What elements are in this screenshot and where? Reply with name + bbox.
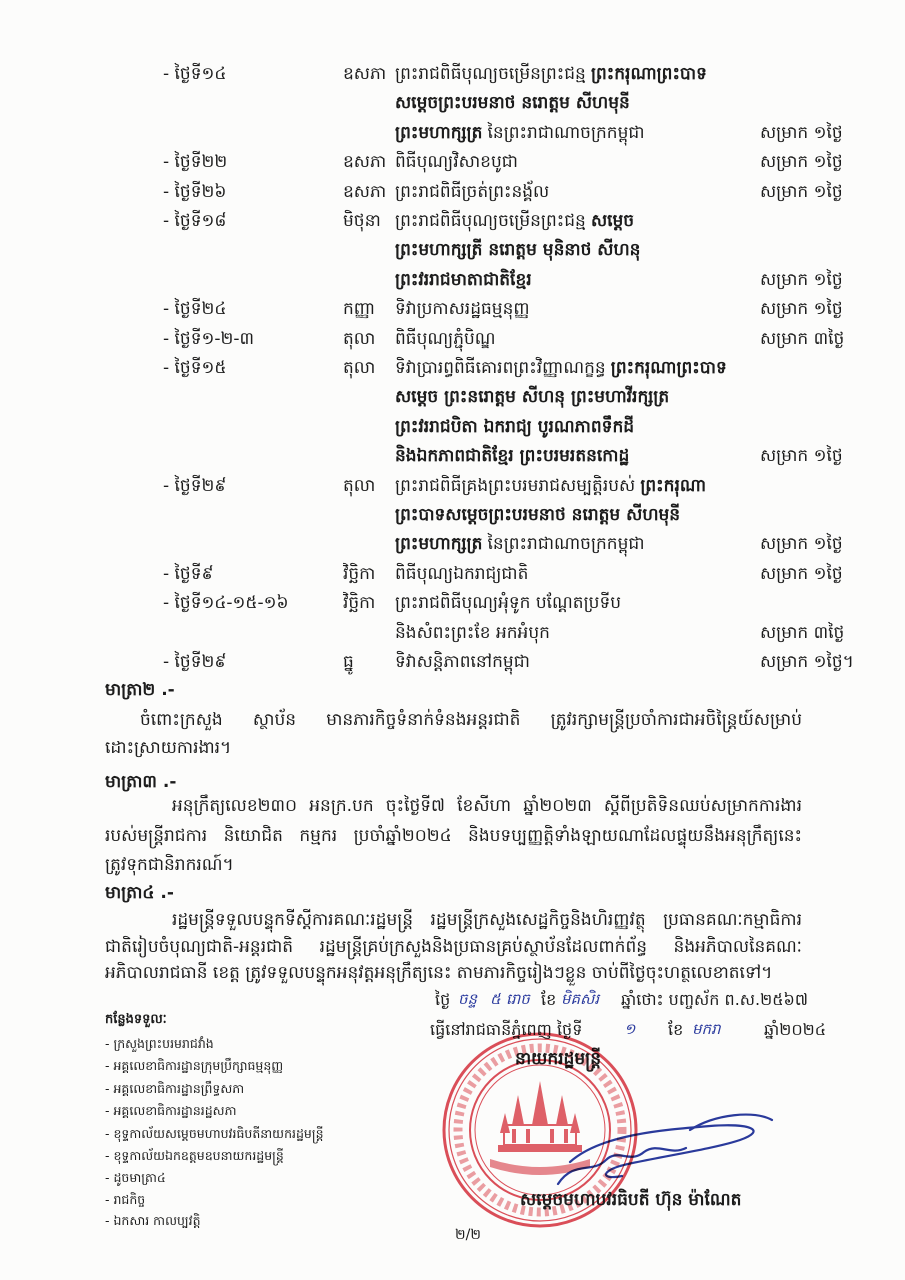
holiday-month: ធ្នូ [343,651,354,672]
article-heading: មាត្រា៤ .- [105,883,174,903]
holiday-description [395,295,795,324]
holiday-leave-days: សម្រាក ១ថ្ងៃ [760,269,843,290]
holiday-month: វិច្ឆិកា [343,593,376,614]
description-line [395,89,795,118]
description-text: ព្រះរាជពិធីបុណ្យអុំទូក បណ្ដែតប្រទីប [395,593,622,614]
royal-title: ព្រះមហាក្សត្រី នរោត្តម មុនិនាថ សីហនុ [395,240,641,261]
article-text-line: ដោះស្រាយការងារ។ [105,738,232,758]
description-line [395,589,795,618]
description-text: ពិធីបុណ្យភ្ជុំបិណ្ឌ [395,328,496,349]
holiday-month: វិច្ឆិកា [343,563,376,584]
recipient-item: - ខុទ្ទកាល័យឯកឧត្តមឧបនាយករដ្ឋមន្ត្រី [105,1148,284,1163]
royal-title: សម្ដេច ព្រះនរោត្តម សីហនុ ព្រះមហាវីរក្សត្រ [395,387,670,408]
royal-title: ព្រះវររាជបិតា ឯករាជ្យ បូរណភាពទឹកដី [395,416,635,437]
holiday-day: - ថ្ងៃទី២៩ [163,475,227,496]
recipient-item: - អគ្គលេខាធិការដ្ឋានក្រុមប្រឹក្សាធម្មនុញ្ញ [105,1058,284,1073]
recipient-item: - អគ្គលេខាធិការដ្ឋានរដ្ឋសភា [105,1103,237,1118]
holiday-month: ឧសភា [343,64,387,84]
royal-title: សម្ដេចព្រះបរមនាថ នរោត្តម សីហមុនី [395,93,630,114]
holiday-day: - ថ្ងៃទី១៤-១៥-១៦ [163,593,289,614]
holiday-description [395,589,795,648]
handwritten-day: ១ [624,1020,636,1038]
description-line [395,119,753,148]
holiday-day: - ថ្ងៃទី២៤ [163,299,227,320]
holiday-row [0,295,905,324]
holiday-month: ឧសភា [343,152,387,173]
description-text: ទិវាប្រារព្ធពិធីគោរពព្រះវិញ្ញាណក្ខន្ធ [395,357,606,378]
description-line [395,413,795,442]
month-label: ខែ [668,1020,684,1039]
holiday-row [0,325,905,354]
made-at-year: ឆ្នាំ២០២៤ [764,1020,827,1039]
description-line [395,501,795,530]
handwritten-lunar-day: ៥ [490,990,501,1008]
holiday-description [395,560,795,589]
holiday-month: កញ្ញា [343,299,376,320]
holiday-leave-days: សម្រាក ១ថ្ងៃ [760,152,843,173]
holiday-row [0,178,905,207]
holiday-description [395,60,795,148]
article-text-line: ជាតិរៀបចំបុណ្យជាតិ-អន្តរជាតិ រដ្ឋមន្ត្រីគ្រប់ក្រសួងនិងប្រធានគ្រប់ស្ថាប័នដែលពាក់ព័ន្ធ និងអភិបាលនៃគណៈ [105,937,802,957]
holiday-day: - ថ្ងៃទី២២ [163,152,228,173]
recipient-item: - រាជកិច្ច [105,1192,146,1207]
description-text: ព្រះរាជពិធីគ្រងព្រះបរមរាជសម្បត្តិរបស់ [395,475,636,496]
description-text: ទិវាសន្តិភាពនៅកម្ពុជា [395,651,530,672]
description-text: ព្រះរាជពិធីបុណ្យចម្រើនព្រះជន្ម [395,64,586,84]
lunar-year: ឆ្នាំថោះ បញ្ចស័ក ព.ស.២៥៦៧ [621,990,808,1009]
description-line [395,354,795,383]
holiday-row [0,560,905,589]
description-line [395,207,795,236]
holiday-day: - ថ្ងៃទី១៨ [163,210,227,231]
description-line [395,530,753,559]
royal-title: ព្រះករុណា [640,475,706,496]
holiday-list [0,60,905,677]
description-line [395,648,753,677]
holiday-leave-days: សម្រាក ១ថ្ងៃ [760,563,843,584]
article-heading: មាត្រា៣ .- [105,772,177,792]
handwritten-month: មករា [692,1020,721,1038]
description-text: នៃព្រះរាជាណាចក្រកម្ពុជា [487,534,645,555]
made-at-place: ធ្វើនៅរាជធានីភ្នំពេញ ថ្ងៃទី [430,1020,583,1039]
holiday-description [395,354,795,472]
holiday-month: ឧសភា [343,181,387,202]
holiday-month: តុលា [343,357,376,378]
description-text: ព្រះរាជពិធីច្រត់ព្រះនង្គ័ល [395,181,550,202]
description-text: នៃព្រះរាជាណាចក្រកម្ពុជា [487,122,645,143]
holiday-month: មិថុនា [343,210,381,231]
lunar-month-label: ខែ [541,990,557,1009]
description-line [395,60,795,89]
holiday-day: - ថ្ងៃទី២៦ [163,181,227,202]
holiday-leave-days: សម្រាក ៣ថ្ងៃ [760,622,845,643]
holiday-row [0,148,905,177]
holiday-description [395,648,795,677]
holiday-row [0,648,905,677]
description-line [395,560,753,589]
holiday-description [395,207,795,295]
holiday-description [395,178,795,207]
royal-title: និងឯកភាពជាតិខ្មែរ ព្រះបរមរតនកោដ្ឋ [395,446,630,467]
holiday-leave-days: សម្រាក ១ថ្ងៃ [760,181,843,202]
signature-mark [540,1100,780,1200]
royal-title: សម្ដេច [590,210,635,231]
holiday-leave-days: សម្រាក ១ថ្ងៃ [760,534,843,555]
description-text: ពិធីបុណ្យវិសាខបូជា [395,152,518,173]
description-line [395,148,753,177]
royal-title: ព្រះវររាជមាតាជាតិខ្មែរ [395,269,532,290]
article-text-line: អភិបាលរាជធានី ខេត្ត ត្រូវទទួលបន្ទុកអនុវត្តអនុក្រឹត្យនេះ តាមភារកិច្ចរៀងៗខ្លួន ចាប់ពីថ្ងៃចុះហត្ថលេខាតទៅ។ [105,963,773,983]
description-text: និងសំពះព្រះខែ អកអំបុក [395,622,550,643]
article-text-line: របស់មន្ត្រីរាជការ និយោជិត កម្មករ ប្រចាំឆ្នាំ២០២៤ និងបទប្បញ្ញត្តិទាំងឡាយណាដែលផ្ទុយនឹងអនុក្រឹត្យនេះ [105,826,802,846]
holiday-leave-days: សម្រាក ១ថ្ងៃ [760,122,843,143]
recipient-item: - ដូចមាត្រា៤ [105,1170,166,1185]
holiday-row [0,354,905,472]
holiday-leave-days: សម្រាក ១ថ្ងៃ។ [760,651,854,672]
article-text-line: ចំពោះក្រសួង ស្ថាប័ន មានភារកិច្ចទំនាក់ទំនងអន្តរជាតិ ត្រូវរក្សាមន្ត្រីប្រចាំការជាអចិន្ត្រៃយ៍សម្រាប់ [140,710,802,730]
recipients-title: កន្លែងទទួលៈ [105,1012,167,1027]
handwritten-lunar-month: មិគសិរ [561,990,600,1008]
lunar-day-label: ថ្ងៃ [435,990,451,1009]
holiday-description [395,472,795,560]
description-text: ទិវាប្រកាសរដ្ឋធម្មនុញ្ញ [395,299,530,320]
holiday-row [0,589,905,648]
signatory-name: សម្តេចមហាបវរធិបតី ហ៊ុន ម៉ាណែត [520,1190,742,1210]
holiday-description [395,325,795,354]
description-line [395,619,753,648]
holiday-description [395,148,795,177]
holiday-month: តុលា [343,328,376,349]
holiday-row [0,472,905,560]
royal-title: ព្រះបាទសម្ដេចព្រះបរមនាថ នរោត្តម សីហមុនី [395,504,681,525]
holiday-day: - ថ្ងៃទី១៥ [163,357,227,378]
description-text: ពិធីបុណ្យឯករាជ្យជាតិ [395,563,529,584]
holiday-row [0,60,905,148]
holiday-day: - ថ្ងៃទី១៤ [163,64,227,84]
royal-title: ព្រះករុណាព្រះបាទ [610,357,727,378]
article-text-line: ត្រូវទុកជានិរាករណ៍។ [105,855,234,875]
description-line [395,295,753,324]
holiday-leave-days: សម្រាក ១ថ្ងៃ [760,446,843,467]
recipient-item: - ឯកសារ កាលប្បវត្តិ [105,1213,201,1228]
article-heading: មាត្រា២ .- [105,680,175,700]
article-text-line: អនុក្រឹត្យលេខ២៣០ អនក្រ.បក ចុះថ្ងៃទី៧ ខែសីហា ឆ្នាំ២០២៣ ស្តីពីប្រតិទិនឈប់សម្រាកការងារ [172,796,802,816]
description-text: ព្រះរាជពិធីបុណ្យចម្រើនព្រះជន្ម [395,210,586,231]
holiday-leave-days: សម្រាក ១ថ្ងៃ [760,299,843,320]
description-line [395,442,753,471]
handwritten-moon-phase: រោច [506,990,530,1008]
royal-title: ព្រះមហាក្សត្រ [395,534,483,555]
royal-title: ព្រះករុណាព្រះបាទ [590,64,707,84]
article-text-line: រដ្ឋមន្ត្រីទទួលបន្ទុកទីស្តីការគណៈរដ្ឋមន្ត្រី រដ្ឋមន្ត្រីក្រសួងសេដ្ឋកិច្ចនិងហិរញ្ញវត្ថុ ប្រធានគណៈកម្មាធិការ [172,910,802,930]
holiday-row [0,207,905,295]
signatory-title: នាយករដ្ឋមន្ត្រី [515,1049,601,1069]
holiday-day: - ថ្ងៃទី៩ [163,563,214,584]
recipient-item: - ខុទ្ទកាល័យសម្តេចមហាបវរធិបតីនាយករដ្ឋមន្ត្រី [105,1126,324,1141]
description-line [395,266,753,295]
holiday-day: - ថ្ងៃទី១-២-៣ [163,328,255,349]
recipient-item: - ក្រសួងព្រះបរមរាជវាំង [105,1036,214,1051]
description-line [395,325,753,354]
holiday-day: - ថ្ងៃទី២៩ [163,651,227,672]
holiday-month: តុលា [343,475,376,496]
recipient-item: - អគ្គលេខាធិការដ្ឋានព្រឹទ្ធសភា [105,1081,245,1096]
holiday-leave-days: សម្រាក ៣ថ្ងៃ [760,328,845,349]
description-line [395,236,795,265]
royal-title: ព្រះមហាក្សត្រ [395,122,483,143]
description-line [395,472,795,501]
description-line [395,178,753,207]
page-number: ២/២ [455,1227,481,1243]
handwritten-weekday: ចន្ទ [458,990,478,1008]
description-line [395,383,795,412]
